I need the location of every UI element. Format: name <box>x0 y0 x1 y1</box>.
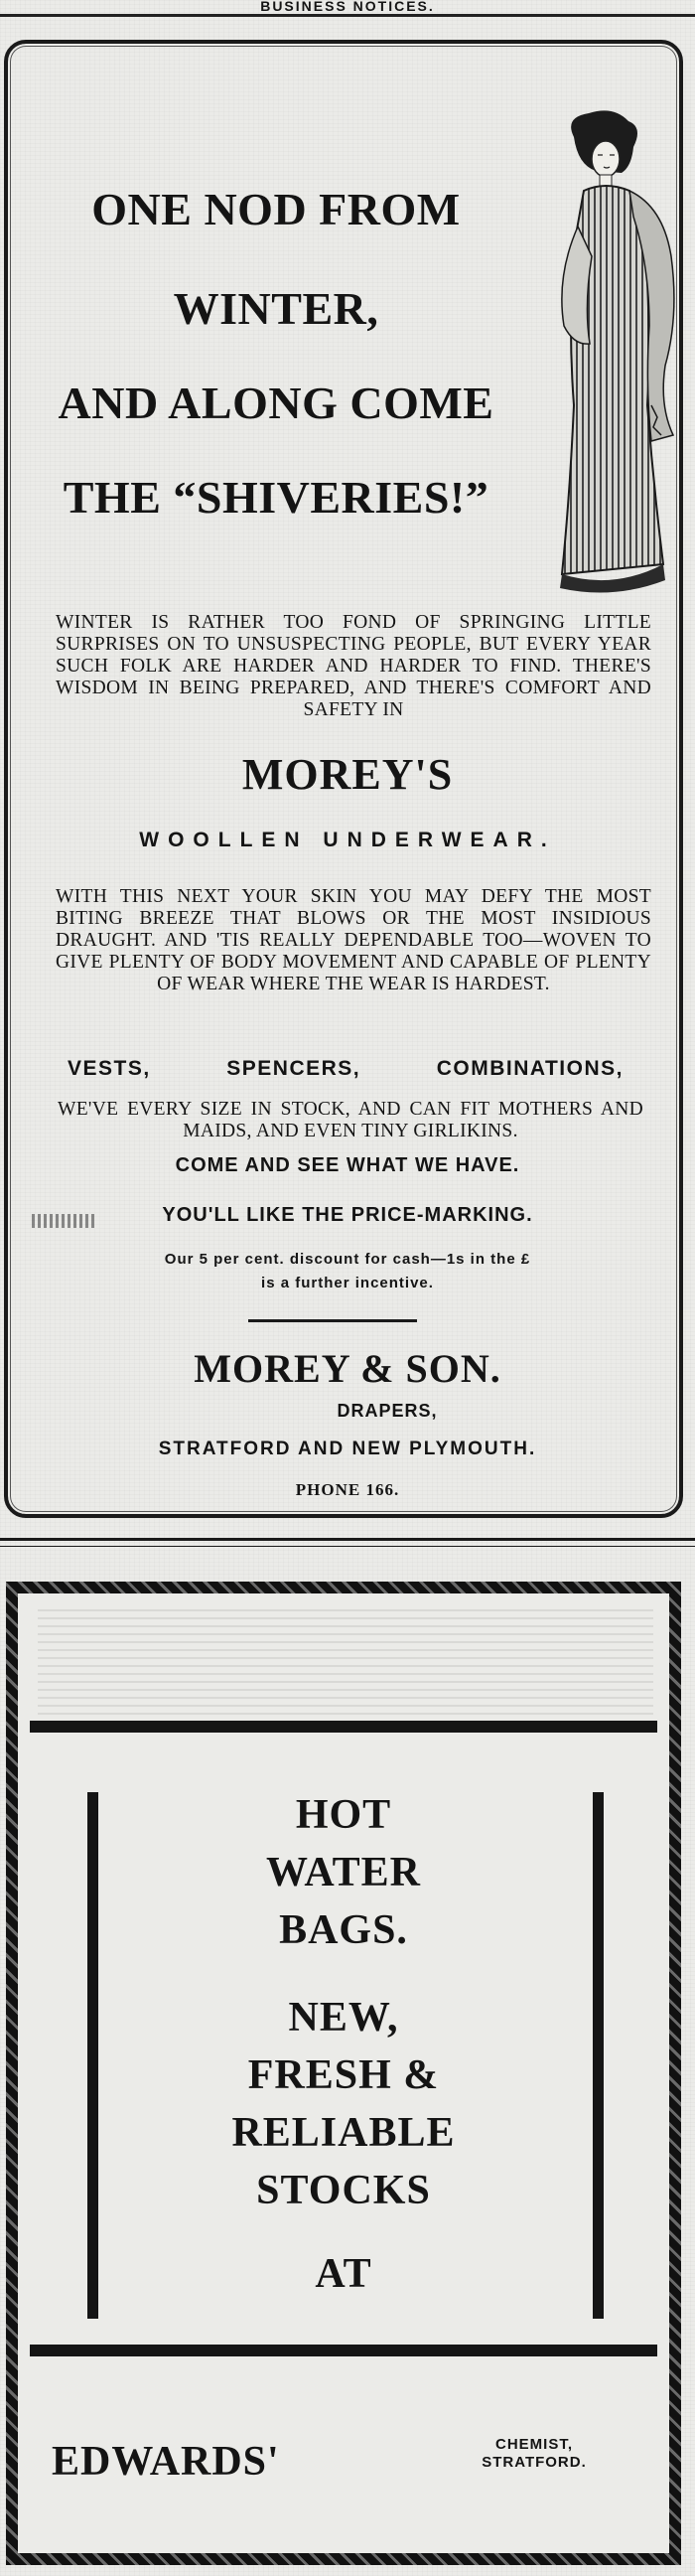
ad-inner-panel <box>30 1721 657 2356</box>
call-to-action-2: YOU'LL LIKE THE PRICE-MARKING. <box>162 1204 533 1226</box>
body-paragraph: WITH THIS NEXT YOUR SKIN YOU MAY DEFY THE MOST BITING BREEZE THAT BLOWS OR THE MOST INSIDIOUS DRAUGHT. AND 'TIS REALLY DEPENDABLE TOO—WOVEN TO GIVE PLENTY OF BODY MOVEMENT AND CAPABLE OF PLENTY OF WEAR WHERE THE WEAR IS HARDEST. <box>56 886 651 994</box>
call-to-action-1: COME AND SEE WHAT WE HAVE. <box>175 1154 520 1176</box>
woman-in-dressing-gown-illustration <box>534 107 683 604</box>
bleed-through-text <box>38 1605 653 1715</box>
phone-number: PHONE 166. <box>295 1480 400 1499</box>
product-item: COMBINATIONS, <box>436 1057 624 1080</box>
shop-details <box>455 2436 614 2472</box>
headline-word: RELIABLE <box>231 2110 456 2156</box>
headline-word: STOCKS <box>256 2168 431 2213</box>
edwards-advertisement <box>6 1582 681 2565</box>
headline-word: AT <box>315 2251 372 2297</box>
trade-label: DRAPERS, <box>337 1401 438 1421</box>
headline-line-1: ONE NOD FROM <box>91 184 461 234</box>
intro-paragraph: WINTER IS RATHER TOO FOND OF SPRINGING LITTLE SURPRISES ON TO UNSUSPECTING PEOPLE, BUT EVERY YEAR SUCH FOLK ARE HARDER AND HARDER TO FIND. THERE'S WISDOM IN BEING PREPARED, AND THERE'S COMFORT AND SAFETY IN <box>56 612 651 720</box>
product-item: VESTS, <box>68 1057 151 1080</box>
shop-town: STRATFORD. <box>482 2454 587 2471</box>
discount-line-1: Our 5 per cent. discount for cash—1s in the £ <box>164 1251 531 1268</box>
discount-line-2: is a further incentive. <box>261 1275 434 1291</box>
smudge-mark <box>32 1214 97 1228</box>
headline-word: HOT <box>295 1792 392 1838</box>
headline-word: WATER <box>266 1850 421 1895</box>
section-divider <box>0 1538 695 1541</box>
section-divider-thin <box>0 1546 695 1547</box>
shop-trade: CHEMIST, <box>494 2436 573 2453</box>
morey-advertisement <box>4 40 683 1518</box>
divider-rule <box>248 1319 417 1322</box>
brand-name: MOREY'S <box>241 750 454 799</box>
headline-word: NEW, <box>288 1995 399 2041</box>
headline-word: FRESH & <box>247 2052 440 2098</box>
sizes-paragraph: WE'VE EVERY SIZE IN STOCK, AND CAN FIT MOTHERS AND MAIDS, AND EVEN TINY GIRLIKINS. <box>58 1099 643 1141</box>
headline-line-2: WINTER, <box>173 283 379 334</box>
shop-name: EDWARDS' <box>52 2439 280 2485</box>
firm-name: MOREY & SON. <box>194 1346 501 1391</box>
product-heading: WOOLLEN UNDERWEAR. <box>139 829 556 851</box>
section-header: BUSINESS NOTICES. <box>0 0 695 17</box>
location-line: STRATFORD AND NEW PLYMOUTH. <box>158 1439 537 1459</box>
product-item: SPENCERS, <box>226 1057 361 1080</box>
headline-word: BAGS. <box>279 1907 408 1953</box>
product-list <box>68 1057 624 1081</box>
headline-line-4: THE “SHIVERIES!” <box>63 472 489 523</box>
headline-line-3: AND ALONG COME <box>58 378 494 428</box>
